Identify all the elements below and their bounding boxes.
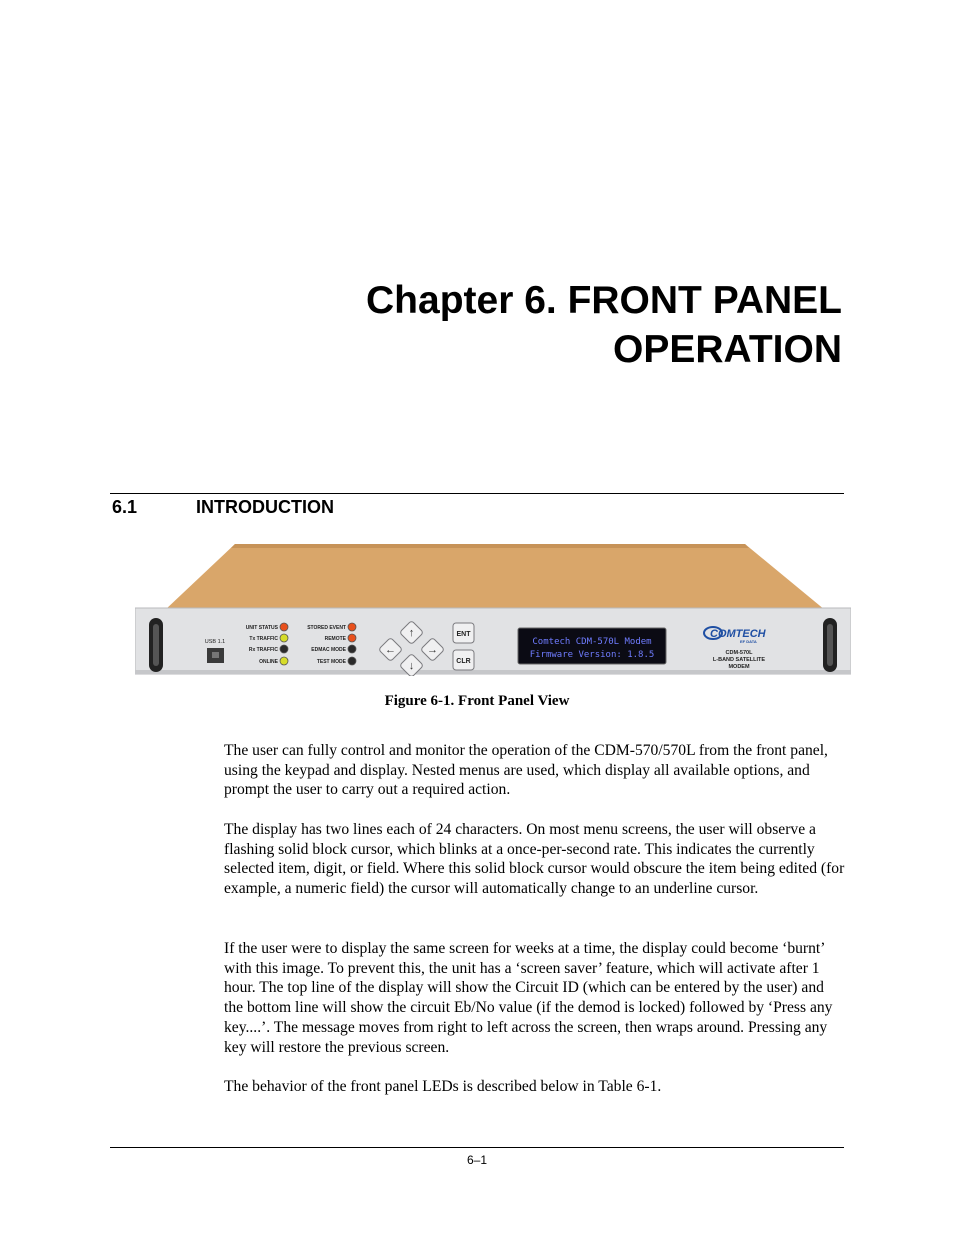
paragraph-1: The user can fully control and monitor the operation of the CDM-570/570L from the front panel, using the keypad and display. Nested menus are used, which display all available options, and prompt the user to carry out a required action. xyxy=(224,742,828,799)
led-indicator xyxy=(348,623,356,631)
led-indicator xyxy=(280,634,288,642)
led-indicator xyxy=(280,657,288,665)
left-rack-handle xyxy=(149,618,163,672)
display-line1: Comtech CDM-570L Modem xyxy=(532,637,652,647)
led-label: ONLINE xyxy=(259,659,278,665)
paragraph-2: The display has two lines each of 24 characters. On most menu screens, the user will observe a flashing solid block cursor, which blinks at a once-per-second rate. This indicates the currently selected item, digit, or field. Where this solid block cursor would obscure the item being edited (for example, a numeric field) the cursor will automatically change to an underline cursor. xyxy=(224,821,845,898)
brand-name: COMTECH xyxy=(710,628,766,640)
led-indicator xyxy=(348,657,356,665)
page-number: 6–1 xyxy=(466,1153,488,1167)
led-label: REMOTE xyxy=(324,636,346,642)
model-type: MODEM xyxy=(728,664,750,670)
chassis-top xyxy=(165,544,825,610)
section-heading xyxy=(112,497,334,518)
led-label: TEST MODE xyxy=(316,659,346,665)
led-label: UNIT STATUS xyxy=(245,625,278,631)
chapter-title-line2: OPERATION xyxy=(613,328,842,371)
section-number: 6.1 xyxy=(112,497,138,517)
svg-text:↓: ↓ xyxy=(408,660,415,672)
led-indicator xyxy=(280,645,288,653)
front-panel-figure xyxy=(135,544,851,676)
usb-label: USB 1.1 xyxy=(204,639,226,645)
figure-caption: Figure 6-1. Front Panel View xyxy=(384,693,570,709)
model-name: CDM-570L xyxy=(725,650,753,656)
ent-key xyxy=(453,623,474,643)
paragraph-4: The behavior of the front panel LEDs is described below in Table 6-1. xyxy=(224,1078,662,1095)
paragraph-3: If the user were to display the same screen for weeks at a time, the display could become ‘burnt’ with this image. To prevent this, the unit has a ‘screen saver’ feature, which will activate after 1 hour. The top line of the display will show the Circuit ID (which can be entered by the user) and the bottom line will show the circuit Eb/No value (if the demod is locked) followed by ‘Press any key....’. The message moves from right to left across the screen, then wraps around. Pressing any key will restore the previous screen. xyxy=(224,940,833,1056)
chapter-title-line1: Chapter 6. FRONT PANEL xyxy=(366,279,842,322)
section-title: INTRODUCTION xyxy=(196,497,334,517)
led-label: Rx TRAFFIC xyxy=(248,647,278,653)
section-top-rule xyxy=(110,493,844,494)
led-label: EDMAC MODE xyxy=(311,647,346,653)
footer-rule xyxy=(110,1147,844,1148)
svg-text:CLR: CLR xyxy=(456,658,471,665)
svg-text:←: ← xyxy=(385,644,396,656)
led-label: Tx TRAFFIC xyxy=(249,636,278,642)
model-desc: L-BAND SATELLITE xyxy=(712,657,766,663)
svg-text:↑: ↑ xyxy=(408,627,415,639)
brand-sub: EF DATA xyxy=(740,639,757,644)
vfd-display xyxy=(518,628,666,664)
svg-text:ENT: ENT xyxy=(456,631,471,638)
led-indicator xyxy=(348,634,356,642)
right-rack-handle xyxy=(823,618,837,672)
led-indicator xyxy=(280,623,288,631)
display-line2: Firmware Version: 1.8.5 xyxy=(529,650,655,660)
svg-text:→: → xyxy=(427,644,438,656)
led-label: STORED EVENT xyxy=(307,625,346,631)
chapter-title xyxy=(366,276,842,374)
led-indicator xyxy=(348,645,356,653)
clr-key xyxy=(453,650,474,670)
